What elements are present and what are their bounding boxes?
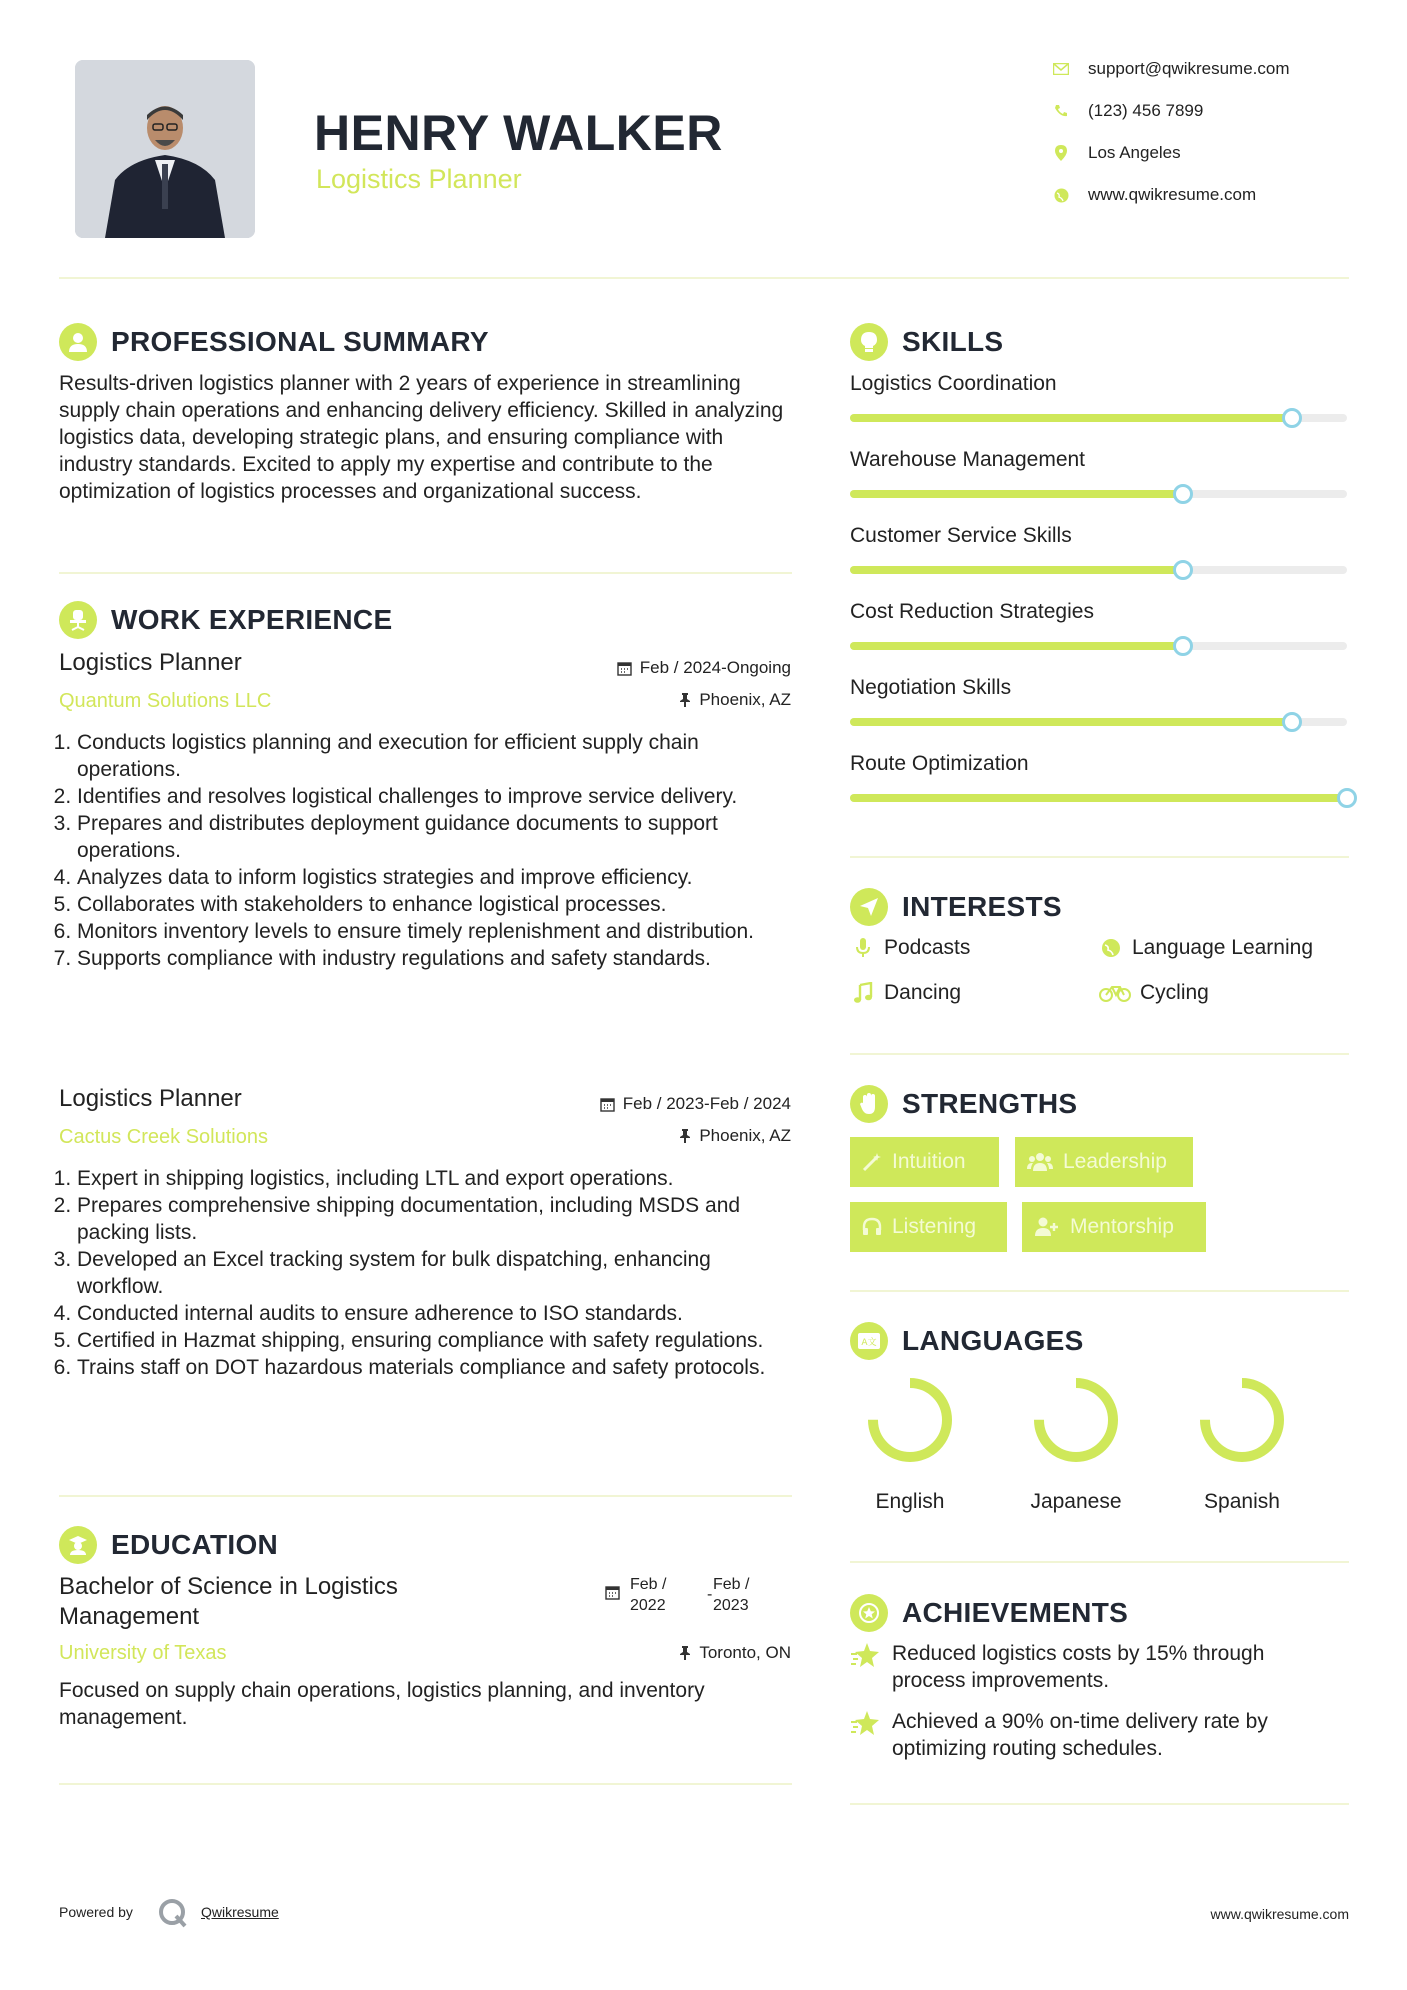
job-2-location bbox=[679, 1126, 791, 1146]
music-note-icon bbox=[850, 982, 876, 1004]
experience-title: WORK EXPERIENCE bbox=[111, 604, 393, 635]
contact-location bbox=[1050, 142, 1181, 164]
interests-title: INTERESTS bbox=[902, 891, 1062, 922]
skill-bar bbox=[850, 414, 1347, 422]
microphone-icon bbox=[850, 937, 876, 959]
summary-title: PROFESSIONAL SUMMARY bbox=[111, 326, 489, 357]
star-icon bbox=[850, 1708, 880, 1762]
strengths-heading bbox=[850, 1085, 1077, 1123]
language-name: Spanish bbox=[1204, 1490, 1280, 1513]
skill-bar bbox=[850, 566, 1347, 574]
envelope-icon bbox=[1050, 58, 1072, 80]
lightbulb-icon bbox=[850, 323, 888, 361]
summary-divider bbox=[59, 572, 792, 574]
pushpin-icon bbox=[679, 1129, 691, 1143]
skill-level-knob bbox=[1173, 636, 1193, 656]
globe-icon bbox=[1098, 938, 1124, 958]
skills-divider bbox=[850, 856, 1349, 858]
interests-heading bbox=[850, 888, 1062, 926]
education-location bbox=[679, 1643, 791, 1663]
map-pin-icon bbox=[1050, 142, 1072, 164]
skill-label: Cost Reduction Strategies bbox=[850, 600, 1094, 623]
skill-label: Logistics Coordination bbox=[850, 372, 1057, 395]
achievements-heading bbox=[850, 1594, 1128, 1632]
list-item: 7. Supports compliance with industry regulations and safety standards. bbox=[77, 945, 799, 972]
education-text: Focused on supply chain operations, logistics planning, and inventory management. bbox=[59, 1679, 705, 1729]
list-item: 1. Conducts logistics planning and execution for efficient supply chain operations. bbox=[77, 729, 799, 783]
calendar-icon bbox=[600, 1097, 615, 1112]
interests-divider bbox=[850, 1053, 1349, 1055]
qwikresume-logo-icon bbox=[158, 1898, 188, 1933]
strength-mentorship: Mentorship bbox=[1022, 1202, 1206, 1252]
strengths-divider bbox=[850, 1290, 1349, 1292]
experience-heading bbox=[59, 601, 392, 639]
skill-label: Negotiation Skills bbox=[850, 676, 1012, 699]
list-item: 4. Conducted internal audits to ensure adherence to ISO standards. bbox=[77, 1300, 799, 1327]
list-item: 2. Identifies and resolves logistical challenges to improve service delivery. bbox=[77, 783, 799, 810]
list-item: 3. Prepares and distributes deployment guidance documents to support operations. bbox=[77, 810, 799, 864]
skill-level-knob bbox=[1282, 408, 1302, 428]
star-icon bbox=[850, 1640, 880, 1694]
list-item: 6. Trains staff on DOT hazardous materials compliance and safety protocols. bbox=[77, 1354, 799, 1381]
job-2-duties bbox=[59, 1165, 799, 1381]
job-2-date bbox=[600, 1094, 791, 1114]
header-divider bbox=[59, 277, 1349, 279]
contact-email[interactable] bbox=[1050, 58, 1290, 80]
job-1-company: Quantum Solutions LLC bbox=[59, 690, 272, 712]
qwikresume-link[interactable]: Qwikresume bbox=[201, 1904, 279, 1920]
list-item: 2. Prepares comprehensive shipping documentation, including MSDS and packing lists. bbox=[77, 1192, 799, 1246]
language-name: English bbox=[875, 1490, 945, 1513]
education-divider bbox=[59, 1783, 792, 1785]
achievements-divider bbox=[850, 1803, 1349, 1805]
interest-dancing: Dancing bbox=[850, 981, 961, 1005]
experience-divider bbox=[59, 1495, 792, 1497]
interest-language-learning: Language Learning bbox=[1098, 936, 1313, 960]
education-school: University of Texas bbox=[59, 1642, 227, 1664]
skill-bar-fill bbox=[850, 490, 1183, 498]
calendar-icon bbox=[617, 661, 632, 676]
skill-bar bbox=[850, 794, 1347, 802]
job-2-location-text: Phoenix, AZ bbox=[699, 1126, 791, 1145]
education-end-date: Feb / 2023 bbox=[713, 1576, 750, 1614]
skill-bar-fill bbox=[850, 718, 1292, 726]
footer-website-link[interactable]: www.qwikresume.com bbox=[1210, 1906, 1349, 1922]
strength-leadership: Leadership bbox=[1015, 1137, 1193, 1187]
powered-by-label: Powered by bbox=[59, 1904, 133, 1920]
skill-bar-fill bbox=[850, 642, 1183, 650]
profile-photo bbox=[75, 60, 255, 238]
skills-title: SKILLS bbox=[902, 326, 1004, 357]
skill-bar bbox=[850, 642, 1347, 650]
pushpin-icon bbox=[679, 693, 691, 707]
language-name: Japanese bbox=[1030, 1490, 1122, 1513]
skill-bar-fill bbox=[850, 566, 1183, 574]
user-plus-icon bbox=[1034, 1217, 1060, 1237]
phone-icon bbox=[1050, 100, 1072, 122]
job-2-date-text: Feb / 2023-Feb / 2024 bbox=[622, 1094, 791, 1113]
language-level-arc bbox=[873, 1383, 947, 1457]
education-heading bbox=[59, 1526, 278, 1564]
list-item: 6. Monitors inventory levels to ensure timely replenishment and distribution. bbox=[77, 918, 799, 945]
education-degree: Bachelor of Science in Logistics Management bbox=[59, 1573, 398, 1630]
globe-icon bbox=[1050, 184, 1072, 206]
candidate-name: HENRY WALKER bbox=[314, 105, 723, 161]
contact-website[interactable] bbox=[1050, 184, 1256, 206]
bicycle-icon bbox=[1098, 984, 1132, 1002]
hand-icon bbox=[850, 1085, 888, 1123]
skill-level-knob bbox=[1282, 712, 1302, 732]
graduate-icon bbox=[59, 1526, 97, 1564]
list-item: 5. Collaborates with stakeholders to enhance logistical processes. bbox=[77, 891, 799, 918]
paper-plane-icon bbox=[850, 888, 888, 926]
users-icon bbox=[1027, 1152, 1053, 1172]
interest-podcasts: Podcasts bbox=[850, 936, 970, 960]
list-item: 3. Developed an Excel tracking system for bulk dispatching, enhancing workflow. bbox=[77, 1246, 799, 1300]
skill-label: Customer Service Skills bbox=[850, 524, 1072, 547]
language-level-ring bbox=[1197, 1375, 1287, 1465]
skill-level-knob bbox=[1337, 788, 1357, 808]
job-1-date bbox=[617, 658, 791, 678]
user-icon bbox=[59, 323, 97, 361]
contact-website-text: www.qwikresume.com bbox=[1088, 185, 1257, 204]
contact-email-text: support@qwikresume.com bbox=[1088, 59, 1290, 78]
headphones-icon bbox=[862, 1217, 882, 1237]
list-item: 5. Certified in Hazmat shipping, ensuring compliance with safety regulations. bbox=[77, 1327, 799, 1354]
language-level-arc bbox=[1205, 1383, 1279, 1457]
languages-heading bbox=[850, 1322, 1084, 1360]
education-location-text: Toronto, ON bbox=[699, 1643, 791, 1662]
skill-label: Route Optimization bbox=[850, 752, 1029, 775]
education-title: EDUCATION bbox=[111, 1529, 279, 1560]
job-1-location-text: Phoenix, AZ bbox=[699, 690, 791, 709]
star-badge-icon bbox=[850, 1594, 888, 1632]
skill-bar-fill bbox=[850, 794, 1347, 802]
skill-bar bbox=[850, 718, 1347, 726]
interest-cycling: Cycling bbox=[1098, 981, 1209, 1005]
magic-wand-icon bbox=[862, 1152, 882, 1172]
contact-phone-text: (123) 456 7899 bbox=[1088, 101, 1204, 120]
skill-label: Warehouse Management bbox=[850, 448, 1086, 471]
contact-phone[interactable] bbox=[1050, 100, 1203, 122]
strength-listening: Listening bbox=[850, 1202, 1007, 1252]
job-1-duties bbox=[59, 729, 799, 972]
summary-text: Results-driven logistics planner with 2 years of experience in streamlining supply chain operations and enhancing delivery efficiency. Skilled in analyzing logistics data, developing strategic plans, and ensuring compliance with industry standards. Excited to apply my expertise and contribute to the optimization of logistics processes and organizational success. bbox=[59, 372, 784, 503]
job-1-title: Logistics Planner bbox=[59, 649, 242, 676]
svg-text:A文: A文 bbox=[861, 1338, 877, 1348]
summary-heading bbox=[59, 323, 489, 361]
job-1-location bbox=[679, 690, 791, 710]
skills-heading bbox=[850, 323, 1003, 361]
calendar-icon bbox=[605, 1585, 620, 1605]
skill-bar bbox=[850, 490, 1347, 498]
date-separator: - bbox=[707, 1586, 713, 1603]
language-level-arc bbox=[1039, 1383, 1113, 1457]
skill-level-knob bbox=[1173, 484, 1193, 504]
skill-bar-fill bbox=[850, 414, 1292, 422]
achievements-title: ACHIEVEMENTS bbox=[902, 1597, 1129, 1628]
office-chair-icon bbox=[59, 601, 97, 639]
pushpin-icon bbox=[679, 1646, 691, 1660]
strength-intuition: Intuition bbox=[850, 1137, 999, 1187]
candidate-role: Logistics Planner bbox=[316, 164, 522, 194]
job-2-company: Cactus Creek Solutions bbox=[59, 1126, 268, 1148]
achievement-item-1: Reduced logistics costs by 15% through process improvements. bbox=[850, 1640, 1330, 1694]
list-item: 4. Analyzes data to inform logistics strategies and improve efficiency. bbox=[77, 864, 799, 891]
language-icon bbox=[850, 1322, 888, 1360]
language-level-ring bbox=[865, 1375, 955, 1465]
education-start-date: Feb / 2022 bbox=[630, 1576, 667, 1614]
job-1-date-text: Feb / 2024-Ongoing bbox=[639, 658, 791, 677]
list-item: 1. Expert in shipping logistics, including LTL and export operations. bbox=[77, 1165, 799, 1192]
languages-title: LANGUAGES bbox=[902, 1325, 1084, 1356]
achievement-item-2: Achieved a 90% on-time delivery rate by optimizing routing schedules. bbox=[850, 1708, 1330, 1762]
contact-location-text: Los Angeles bbox=[1088, 143, 1181, 162]
job-2-title: Logistics Planner bbox=[59, 1085, 242, 1112]
skill-level-knob bbox=[1173, 560, 1193, 580]
language-level-ring bbox=[1031, 1375, 1121, 1465]
languages-divider bbox=[850, 1561, 1349, 1563]
strengths-title: STRENGTHS bbox=[902, 1088, 1078, 1119]
